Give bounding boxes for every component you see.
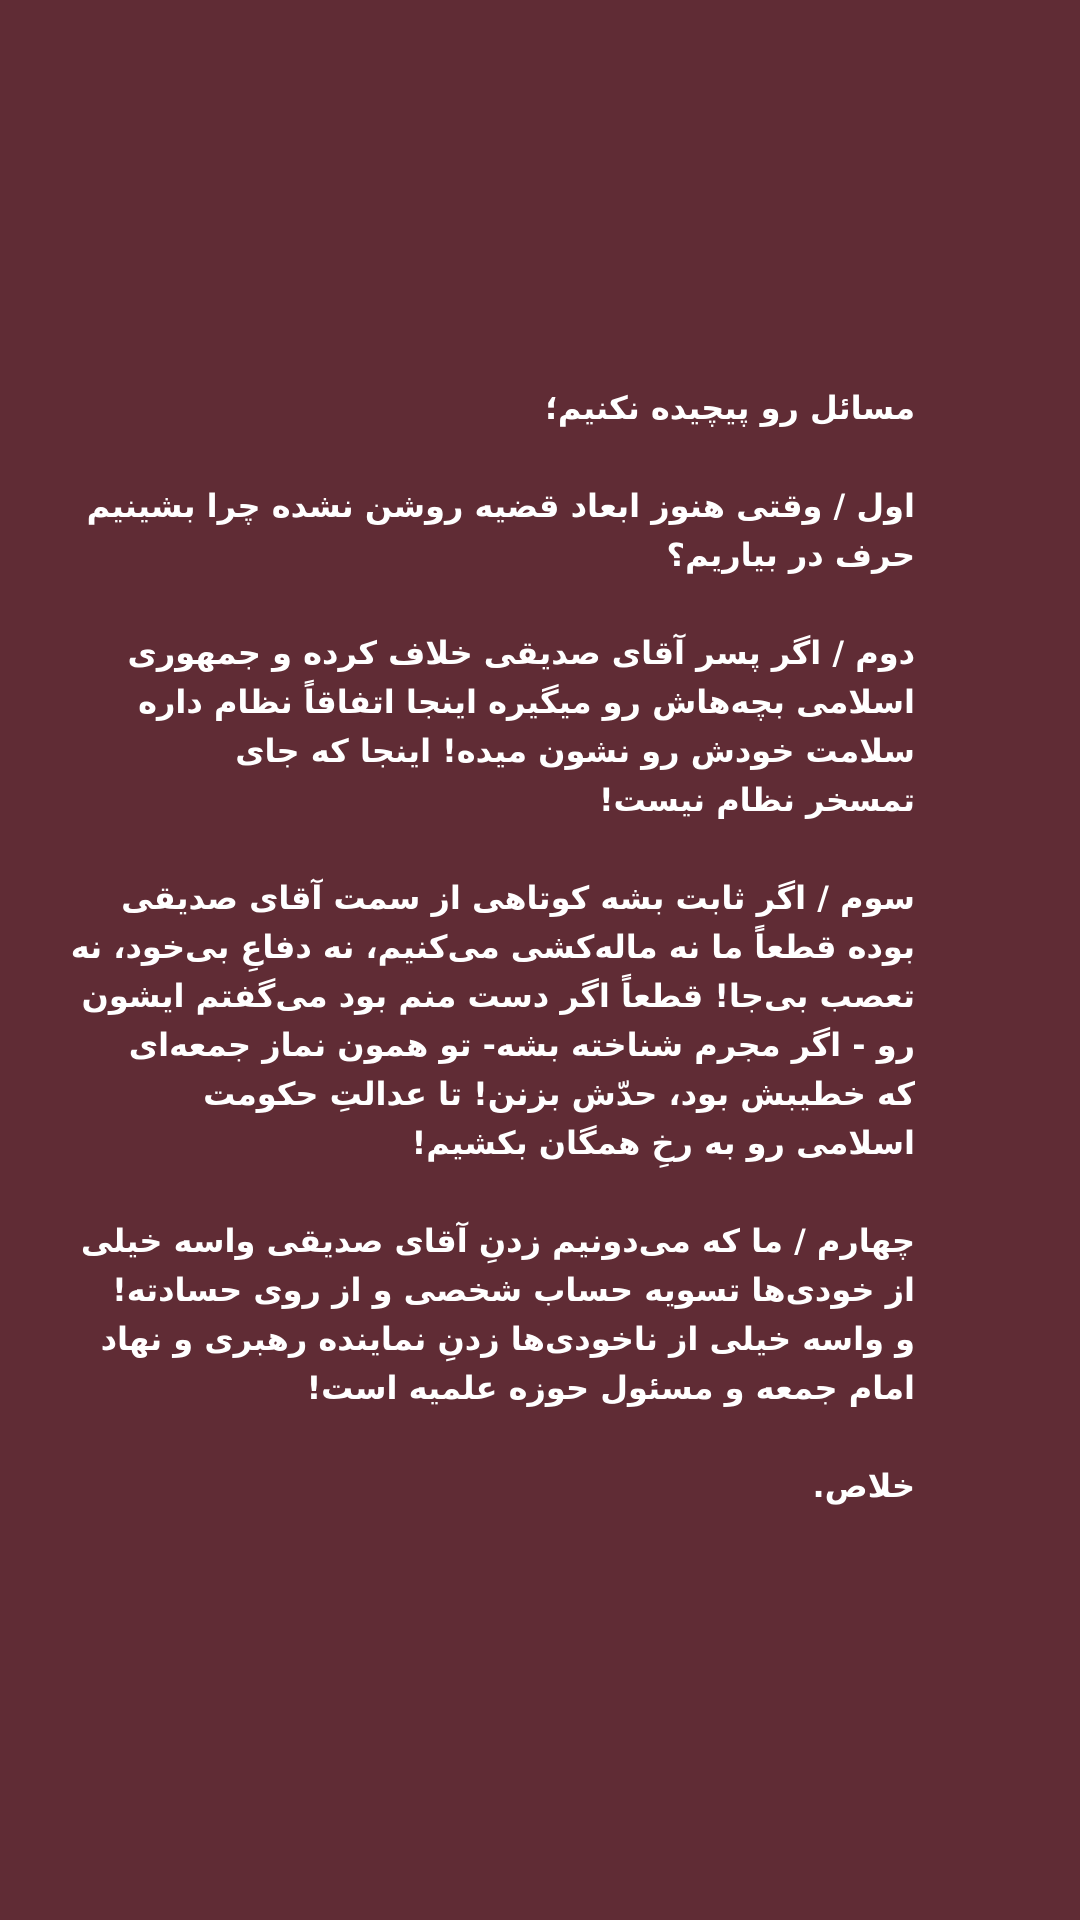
- paragraph-third: [70, 874, 915, 1168]
- paragraph-second: [127, 629, 915, 825]
- story-text: [70, 384, 915, 1511]
- text-line: اسلامی رو به رخِ همگان بکشیم!: [411, 1124, 915, 1162]
- text-line: تمسخر نظام نیست!: [598, 781, 915, 819]
- text-line: دوم / اگر پسر آقای صدیقی خلاف کرده و جمهوری: [127, 634, 915, 672]
- text-line: مسائل رو پیچیده نکنیم؛: [545, 389, 915, 427]
- paragraph-first: [86, 482, 915, 580]
- text-line: اول / وقتی هنوز ابعاد قضیه روشن نشده چرا بشینیم: [86, 487, 915, 525]
- text-line: سلامت خودش رو نشون میده! اینجا که جای: [235, 732, 915, 770]
- paragraph-intro: [155, 384, 915, 433]
- text-line: بوده قطعاً ما نه ماله‌کشی می‌کنیم، نه دفاعِ بی‌خود، نه: [70, 928, 915, 966]
- text-line: امام جمعه و مسئول حوزه علمیه است!: [306, 1369, 915, 1407]
- text-line: و واسه خیلی از ناخودی‌ها زدنِ نماینده رهبری و نهاد: [100, 1320, 915, 1358]
- text-line: خلاص.: [812, 1467, 915, 1505]
- text-line: از خودی‌ها تسویه حساب شخصی و از روی حسادته!: [112, 1271, 915, 1309]
- text-line: چهارم / ما که می‌دونیم زدنِ آقای صدیقی واسه خیلی: [80, 1222, 915, 1260]
- text-line: که خطیبش بود، حدّش بزنن! تا عدالتِ حکومت: [203, 1075, 915, 1113]
- paragraph-fourth: [80, 1217, 915, 1413]
- text-line: سوم / اگر ثابت بشه کوتاهی از سمت آقای صدیقی: [121, 879, 915, 917]
- text-line: حرف در بیاریم؟: [666, 536, 915, 574]
- text-line: رو - اگر مجرم شناخته بشه- تو همون نماز جمعه‌ای: [128, 1026, 915, 1064]
- paragraph-closing: [155, 1462, 915, 1511]
- text-line: اسلامی بچه‌هاش رو میگیره اینجا اتفاقاً نظام داره: [138, 683, 915, 721]
- text-line: تعصب بی‌جا! قطعاً اگر دست منم بود می‌گفتم ایشون: [81, 977, 915, 1015]
